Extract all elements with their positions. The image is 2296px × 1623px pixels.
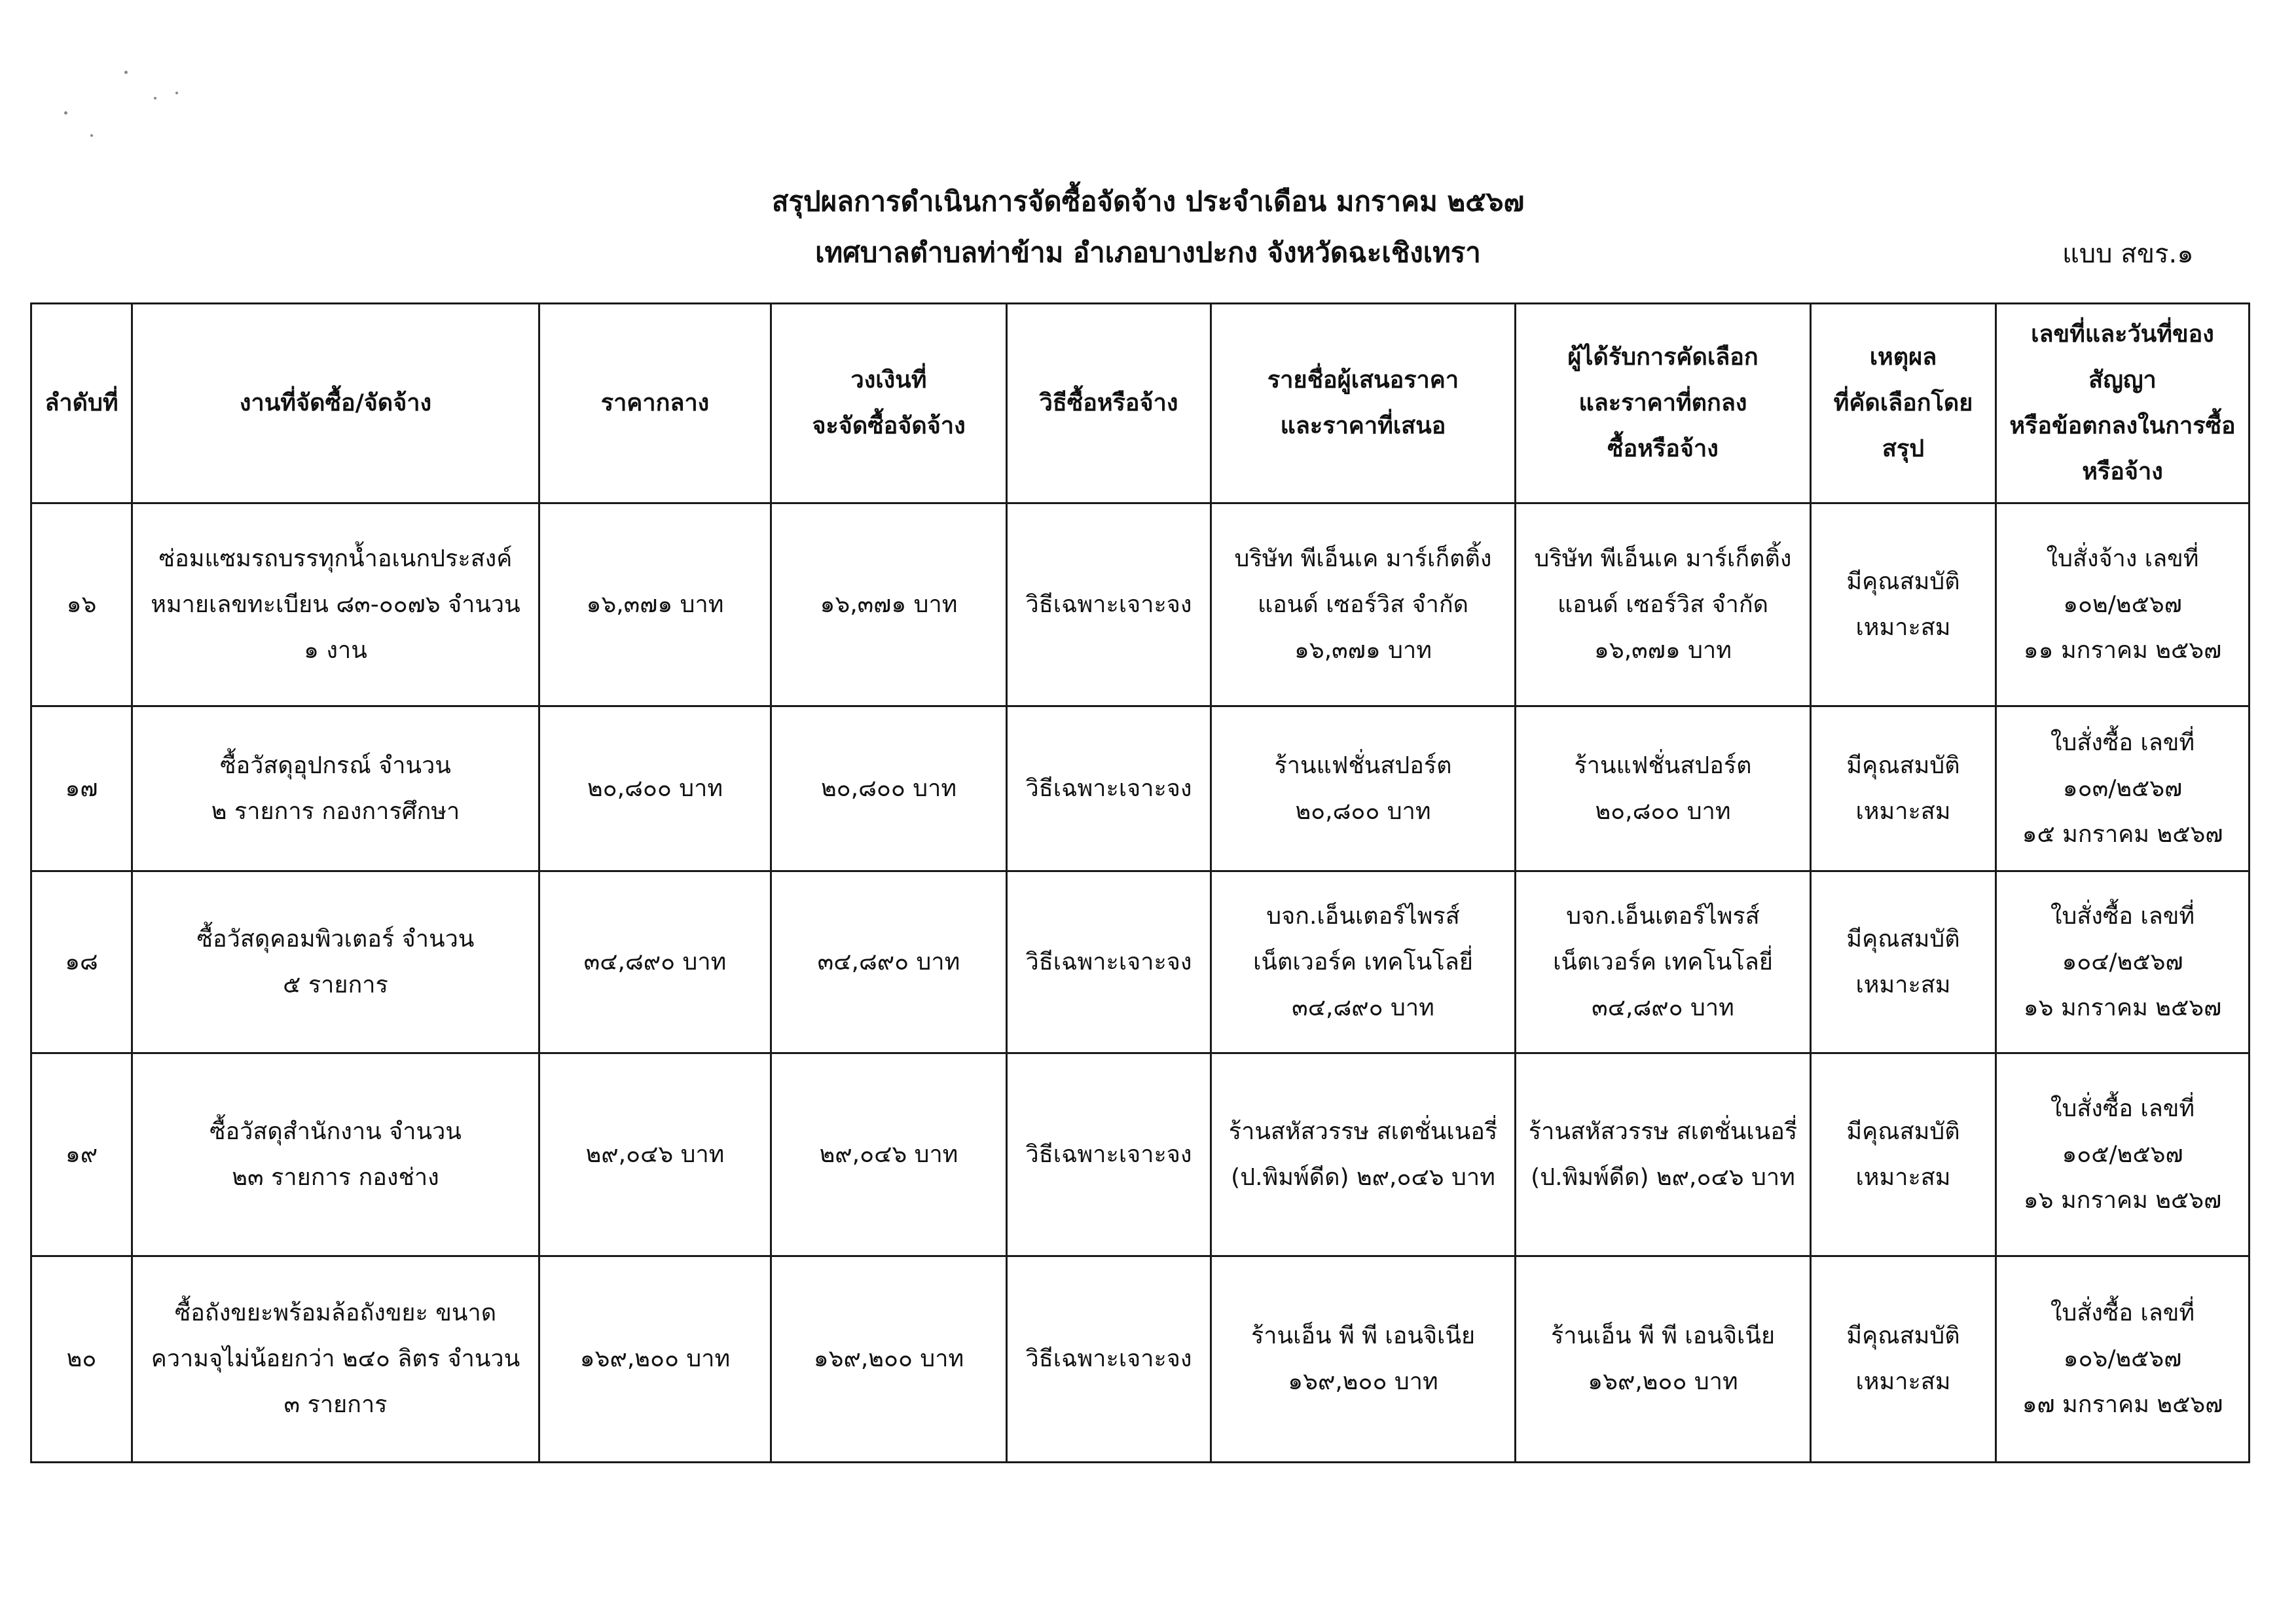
document-title: สรุปผลการดำเนินการจัดซื้อจัดจ้าง ประจำเดือน มกราคม ๒๕๖๗ <box>771 185 1525 217</box>
form-code: แบบ สขร.๑ <box>2062 239 2194 269</box>
table-row <box>31 706 2250 871</box>
scan-dust-mark <box>154 97 156 100</box>
column-header: งานที่จัดซื้อ/จัดจ้าง <box>132 304 539 503</box>
table-row <box>31 871 2250 1053</box>
column-header: รายชื่อผู้เสนอราคา และราคาที่เสนอ <box>1211 304 1516 503</box>
selection-reason: มีคุณสมบัติ เหมาะสม <box>1811 1053 1996 1256</box>
bidders: ร้านสหัสวรรษ สเตชั่นเนอรี่ (ป.พิมพ์ดีด) ๒๙,๐๔๖ บาท <box>1211 1053 1516 1256</box>
selection-reason: มีคุณสมบัติ เหมาะสม <box>1811 706 1996 871</box>
contract-reference: ใบสั่งจ้าง เลขที่ ๑๐๒/๒๕๖๗ ๑๑ มกราคม ๒๕๖๗ <box>1996 503 2250 706</box>
procurement-method: วิธีเฉพาะเจาะจง <box>1007 503 1211 706</box>
column-header: เลขที่และวันที่ของ สัญญา หรือข้อตกลงในการซื้อ หรือจ้าง <box>1996 304 2250 503</box>
contract-reference: ใบสั่งซื้อ เลขที่ ๑๐๓/๒๕๖๗ ๑๕ มกราคม ๒๕๖๗ <box>1996 706 2250 871</box>
column-header: เหตุผล ที่คัดเลือกโดย สรุป <box>1811 304 1996 503</box>
row-number: ๒๐ <box>31 1256 132 1463</box>
item-description: ซื้อวัสดุคอมพิวเตอร์ จำนวน ๕ รายการ <box>132 871 539 1053</box>
procurement-method: วิธีเฉพาะเจาะจง <box>1007 706 1211 871</box>
budget: ๑๖๙,๒๐๐ บาท <box>771 1256 1007 1463</box>
scan-dust-mark <box>90 134 93 137</box>
column-header: วิธีซื้อหรือจ้าง <box>1007 304 1211 503</box>
row-number: ๑๖ <box>31 503 132 706</box>
median-price: ๑๖,๓๗๑ บาท <box>539 503 771 706</box>
column-header: ราคากลาง <box>539 304 771 503</box>
row-number: ๑๙ <box>31 1053 132 1256</box>
item-description: ซื้อวัสดุอุปกรณ์ จำนวน ๒ รายการ กองการศึกษา <box>132 706 539 871</box>
table-header-row <box>31 304 2250 503</box>
median-price: ๒๐,๘๐๐ บาท <box>539 706 771 871</box>
bidders: ร้านแฟชั่นสปอร์ต ๒๐,๘๐๐ บาท <box>1211 706 1516 871</box>
selected-vendor: ร้านเอ็น พี พี เอนจิเนีย ๑๖๙,๒๐๐ บาท <box>1516 1256 1811 1463</box>
column-header: ลำดับที่ <box>31 304 132 503</box>
procurement-method: วิธีเฉพาะเจาะจง <box>1007 871 1211 1053</box>
bidders: บริษัท พีเอ็นเค มาร์เก็ตติ้ง แอนด์ เซอร์วิส จำกัด ๑๖,๓๗๑ บาท <box>1211 503 1516 706</box>
median-price: ๓๔,๘๙๐ บาท <box>539 871 771 1053</box>
budget: ๒๙,๐๔๖ บาท <box>771 1053 1007 1256</box>
bidders: บจก.เอ็นเตอร์ไพรส์ เน็ตเวอร์ค เทคโนโลยี่ ๓๔,๘๙๐ บาท <box>1211 871 1516 1053</box>
contract-reference: ใบสั่งซื้อ เลขที่ ๑๐๔/๒๕๖๗ ๑๖ มกราคม ๒๕๖๗ <box>1996 871 2250 1053</box>
row-number: ๑๘ <box>31 871 132 1053</box>
contract-reference: ใบสั่งซื้อ เลขที่ ๑๐๖/๒๕๖๗ ๑๗ มกราคม ๒๕๖๗ <box>1996 1256 2250 1463</box>
budget: ๓๔,๘๙๐ บาท <box>771 871 1007 1053</box>
procurement-method: วิธีเฉพาะเจาะจง <box>1007 1053 1211 1256</box>
row-number: ๑๗ <box>31 706 132 871</box>
selected-vendor: บริษัท พีเอ็นเค มาร์เก็ตติ้ง แอนด์ เซอร์วิส จำกัด ๑๖,๓๗๑ บาท <box>1516 503 1811 706</box>
bidders: ร้านเอ็น พี พี เอนจิเนีย ๑๖๙,๒๐๐ บาท <box>1211 1256 1516 1463</box>
table-row <box>31 503 2250 706</box>
selection-reason: มีคุณสมบัติ เหมาะสม <box>1811 871 1996 1053</box>
scan-dust-mark <box>175 92 178 94</box>
item-description: ซื้อวัสดุสำนักงาน จำนวน ๒๓ รายการ กองช่าง <box>132 1053 539 1256</box>
budget: ๒๐,๘๐๐ บาท <box>771 706 1007 871</box>
scan-dust-mark <box>64 111 67 115</box>
selected-vendor: ร้านสหัสวรรษ สเตชั่นเนอรี่ (ป.พิมพ์ดีด) ๒๙,๐๔๖ บาท <box>1516 1053 1811 1256</box>
procurement-summary-table <box>30 302 2250 1463</box>
table-row <box>31 1053 2250 1256</box>
selection-reason: มีคุณสมบัติ เหมาะสม <box>1811 503 1996 706</box>
selected-vendor: บจก.เอ็นเตอร์ไพรส์ เน็ตเวอร์ค เทคโนโลยี่ ๓๔,๘๙๐ บาท <box>1516 871 1811 1053</box>
document-subtitle: เทศบาลตำบลท่าข้าม อำเภอบางปะกง จังหวัดฉะเชิงเทรา <box>815 236 1481 268</box>
scan-dust-mark <box>124 71 128 74</box>
selection-reason: มีคุณสมบัติ เหมาะสม <box>1811 1256 1996 1463</box>
item-description: ซ่อมแซมรถบรรทุกน้ำอเนกประสงค์ หมายเลขทะเบียน ๘๓-๐๐๗๖ จำนวน ๑ งาน <box>132 503 539 706</box>
column-header: ผู้ได้รับการคัดเลือก และราคาที่ตกลง ซื้อหรือจ้าง <box>1516 304 1811 503</box>
median-price: ๒๙,๐๔๖ บาท <box>539 1053 771 1256</box>
column-header: วงเงินที่ จะจัดซื้อจัดจ้าง <box>771 304 1007 503</box>
procurement-method: วิธีเฉพาะเจาะจง <box>1007 1256 1211 1463</box>
median-price: ๑๖๙,๒๐๐ บาท <box>539 1256 771 1463</box>
contract-reference: ใบสั่งซื้อ เลขที่ ๑๐๕/๒๕๖๗ ๑๖ มกราคม ๒๕๖๗ <box>1996 1053 2250 1256</box>
budget: ๑๖,๓๗๑ บาท <box>771 503 1007 706</box>
item-description: ซื้อถังขยะพร้อมล้อถังขยะ ขนาด ความจุไม่น้อยกว่า ๒๔๐ ลิตร จำนวน ๓ รายการ <box>132 1256 539 1463</box>
table-row <box>31 1256 2250 1463</box>
selected-vendor: ร้านแฟชั่นสปอร์ต ๒๐,๘๐๐ บาท <box>1516 706 1811 871</box>
